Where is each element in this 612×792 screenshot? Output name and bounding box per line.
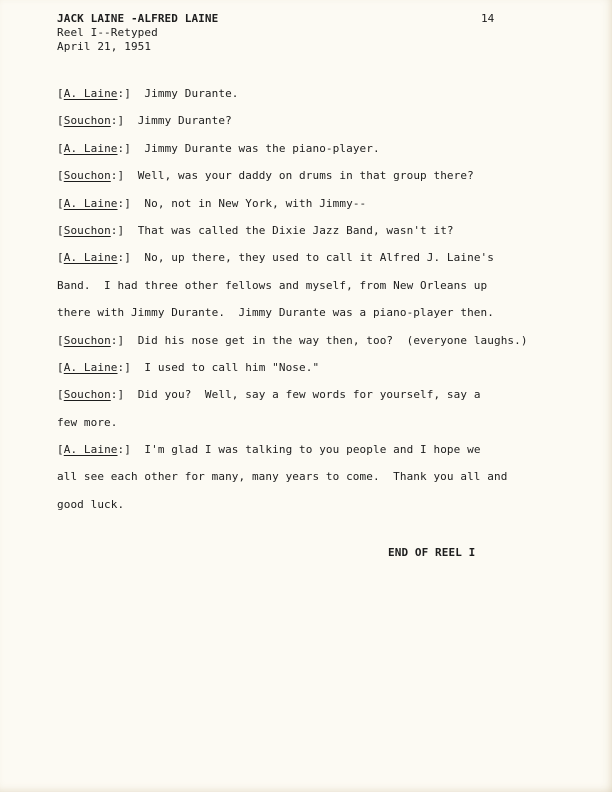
speaker-name: Souchon: [63, 169, 111, 183]
speaker-tag: [A. Laine:]: [57, 251, 131, 265]
spoken-text: Jimmy Durante was the piano-player.: [130, 141, 380, 155]
reel-label: Reel I--Retyped: [57, 26, 158, 39]
spoken-text: few more.: [57, 415, 118, 429]
spoken-text: That was called the Dixie Jazz Band, wasn't it?: [124, 223, 454, 237]
speaker-name: A. Laine: [63, 196, 118, 210]
spoken-text: Did his nose get in the way then, too? (everyone laughs.): [124, 333, 528, 347]
transcript-line: [57, 190, 557, 217]
spoken-text: Jimmy Durante.: [130, 87, 239, 100]
speaker-tag: [Souchon:]: [57, 114, 125, 128]
document-header: [57, 12, 218, 54]
transcript-line: [57, 409, 557, 436]
speaker-tag: [Souchon:]: [57, 169, 125, 183]
transcript-line: [57, 491, 557, 518]
speaker-name: A. Laine: [63, 87, 118, 100]
speaker-name: A. Laine: [63, 141, 118, 155]
spoken-text: Band. I had three other fellows and myself, from New Orleans up: [57, 278, 488, 292]
transcript-line: [57, 272, 557, 299]
speaker-name: A. Laine: [63, 360, 118, 374]
spoken-text: No, not in New York, with Jimmy--: [130, 196, 367, 210]
interview-date: April 21, 1951: [57, 40, 152, 53]
speaker-tag: [A. Laine:]: [57, 443, 131, 457]
speaker-tag: [A. Laine:]: [57, 87, 131, 100]
speaker-tag: [A. Laine:]: [57, 196, 131, 210]
speaker-tag: [Souchon:]: [57, 333, 125, 347]
speaker-tag: [A. Laine:]: [57, 141, 131, 155]
transcript-body: [57, 80, 557, 518]
transcript-line: [57, 436, 557, 463]
spoken-text: there with Jimmy Durante. Jimmy Durante was a piano-player then.: [57, 306, 494, 320]
transcript-line: [57, 354, 557, 381]
spoken-text: I used to call him "Nose.": [130, 360, 320, 374]
page-number: 14: [481, 12, 495, 25]
speaker-name: A. Laine: [63, 443, 118, 457]
speaker-name: Souchon: [63, 223, 111, 237]
transcript-line: [57, 162, 557, 189]
interview-title: JACK LAINE -ALFRED LAINE: [57, 12, 219, 25]
speaker-tag: [A. Laine:]: [57, 360, 131, 374]
transcript-line: [57, 244, 557, 271]
spoken-text: good luck.: [57, 497, 125, 511]
transcript-line: [57, 463, 557, 490]
transcript-line: [57, 80, 557, 107]
transcript-line: [57, 327, 557, 354]
spoken-text: Jimmy Durante?: [124, 114, 232, 128]
speaker-name: Souchon: [63, 114, 111, 128]
transcript-line: [57, 299, 557, 326]
spoken-text: No, up there, they used to call it Alfred J. Laine's: [130, 251, 494, 265]
transcript-line: [57, 135, 557, 162]
transcript-line: [57, 107, 557, 134]
spoken-text: I'm glad I was talking to you people and I hope we: [130, 443, 481, 457]
end-of-reel-note: END OF REEL I: [388, 546, 476, 559]
speaker-name: Souchon: [63, 333, 111, 347]
transcript-line: [57, 381, 557, 408]
speaker-name: A. Laine: [63, 251, 118, 265]
spoken-text: Did you? Well, say a few words for yourself, say a: [124, 388, 481, 402]
transcript-line: [57, 217, 557, 244]
speaker-name: Souchon: [63, 388, 111, 402]
speaker-tag: [Souchon:]: [57, 223, 125, 237]
spoken-text: all see each other for many, many years to come. Thank you all and: [57, 470, 508, 484]
speaker-tag: [Souchon:]: [57, 388, 125, 402]
spoken-text: Well, was your daddy on drums in that group there?: [124, 169, 474, 183]
